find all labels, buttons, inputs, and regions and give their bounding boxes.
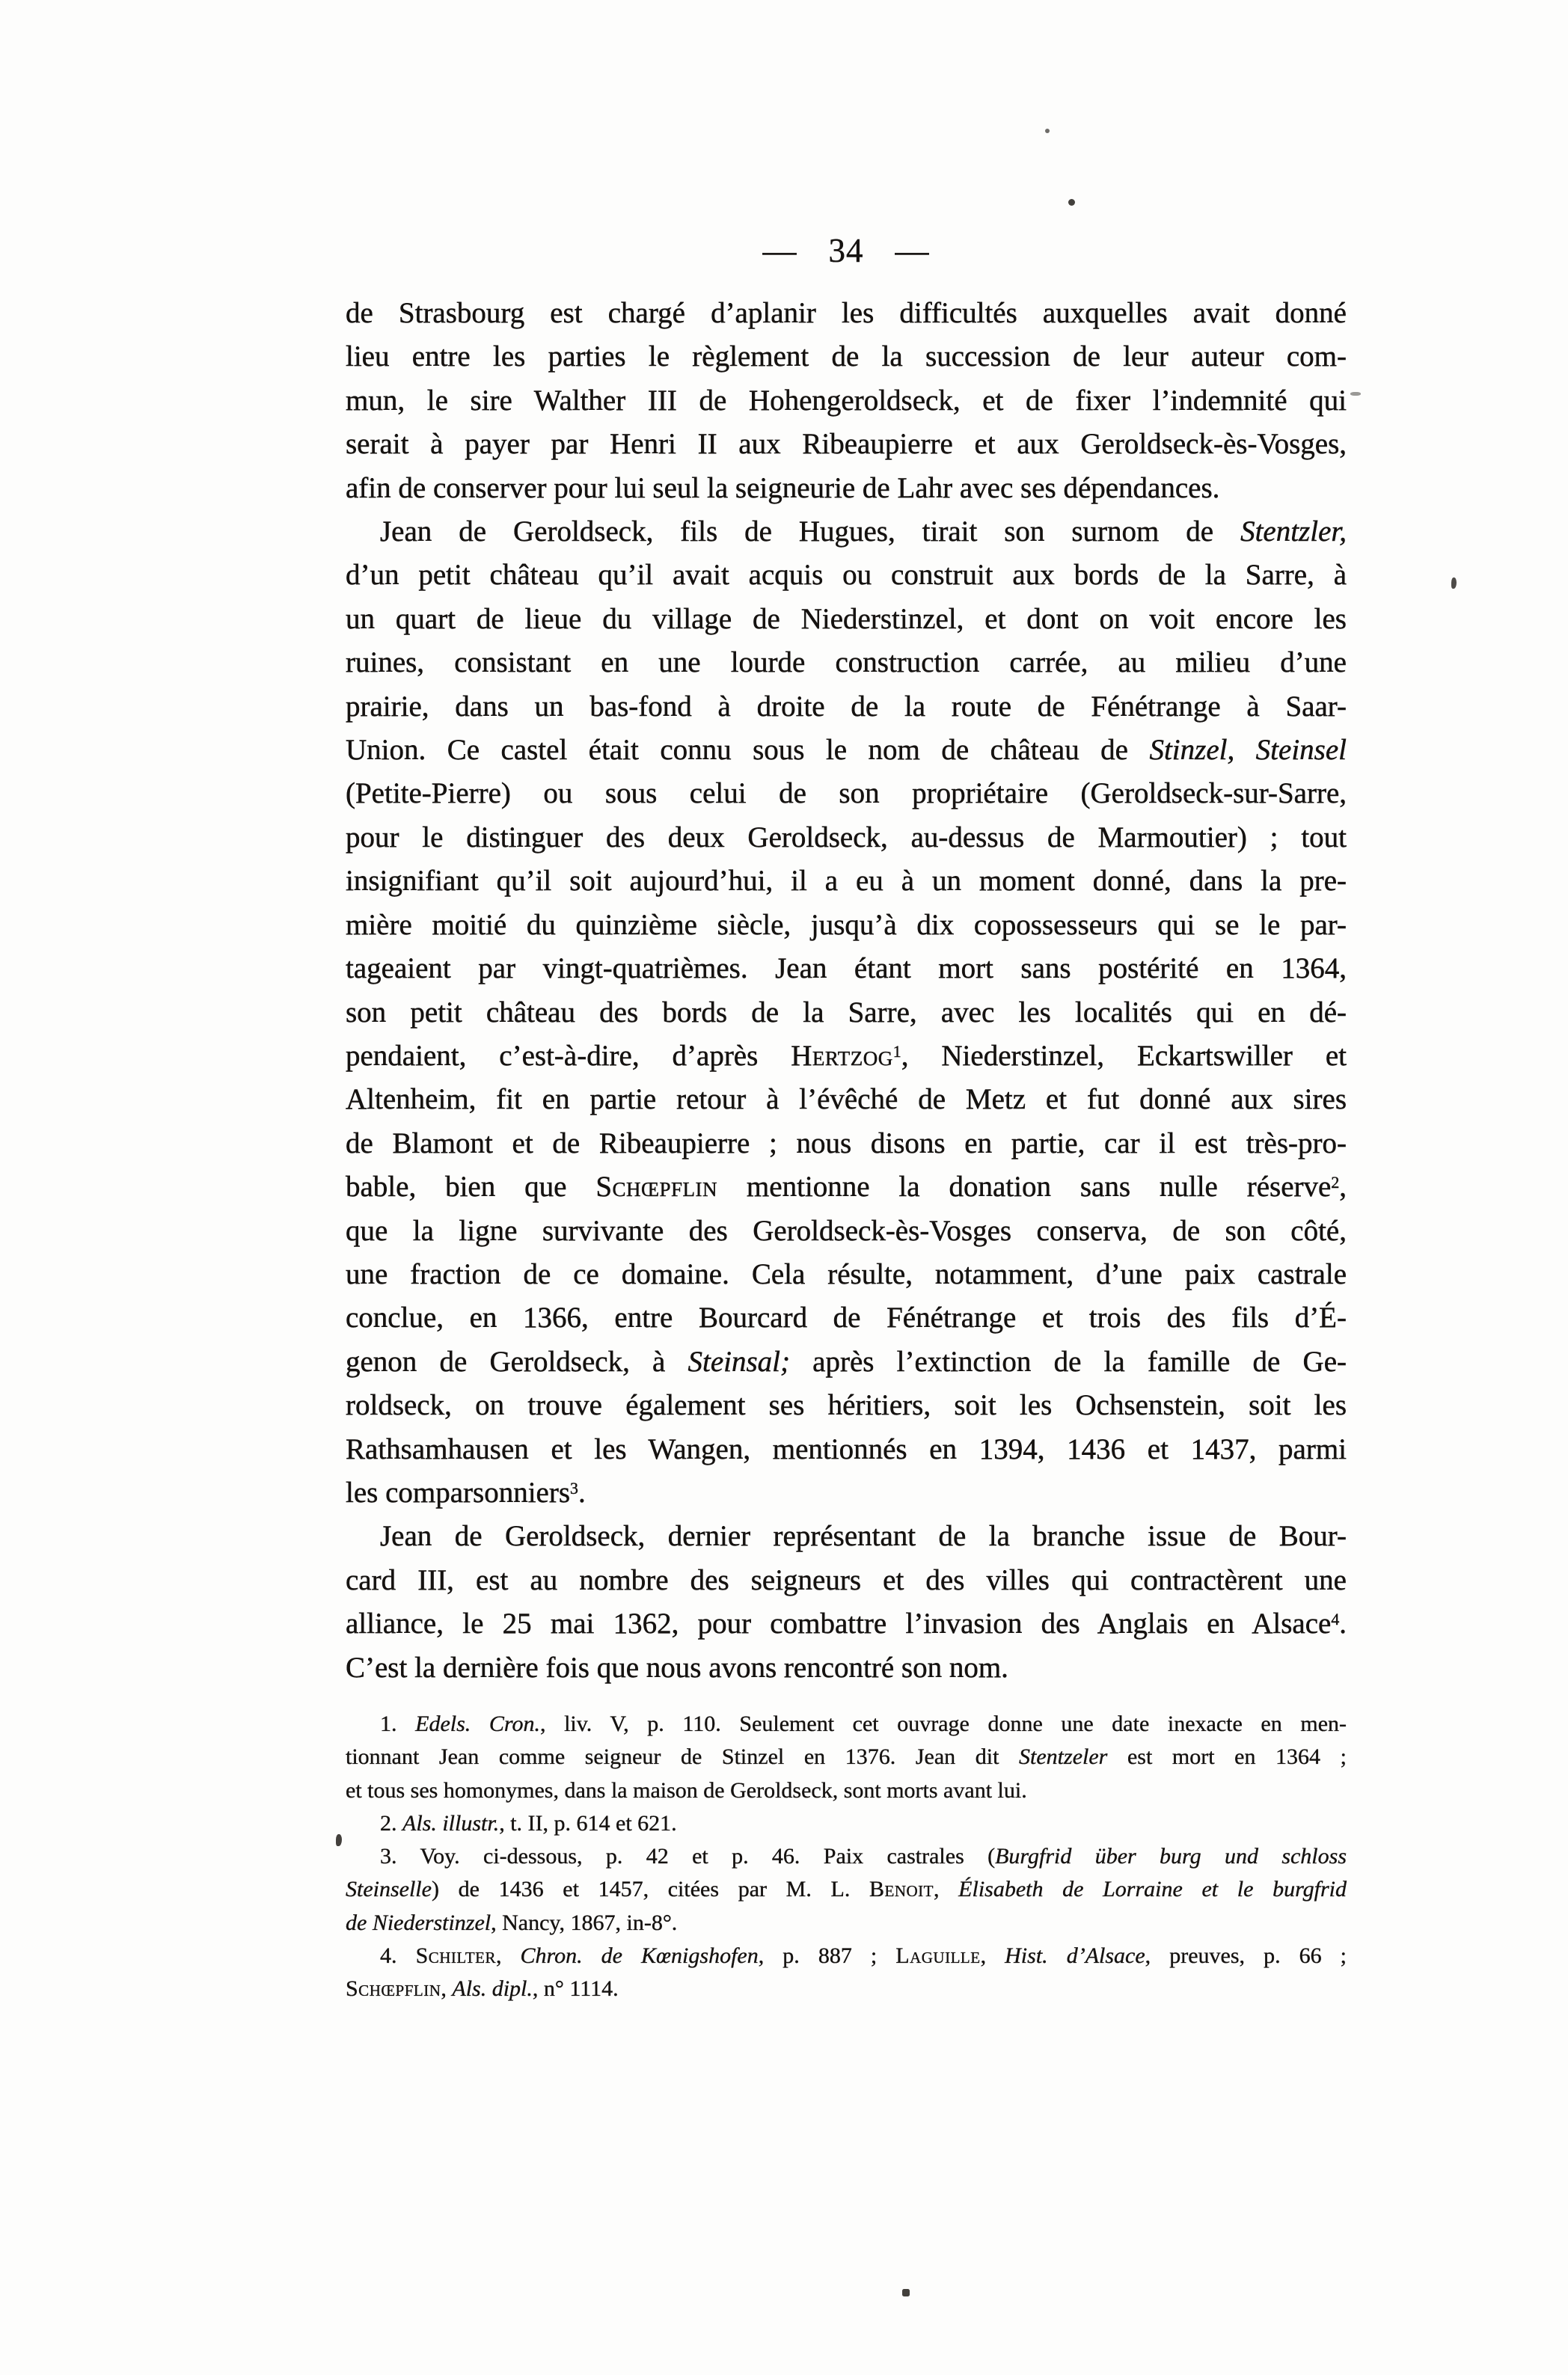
text-segment: pour le distinguer des deux Geroldseck, au-dessus de Marmoutier) ; tout [346,821,1347,854]
text-segment: bable, bien que [346,1171,596,1204]
text-segment: insignifiant qu’il soit aujourd’hui, il a eu à un moment donné, dans la pre- [346,865,1347,898]
text-line [346,467,1347,510]
text-segment: après l’extinction de la famille de Ge- [789,1345,1347,1378]
text-segment: tageaient par vingt-quatrièmes. Jean étant mort sans postérité en 1364, [346,952,1347,985]
text-segment: Rathsamhausen et les Wangen, mentionnés en 1394, 1436 et 1437, parmi [346,1432,1347,1465]
text-segment: Als. dipl. [452,1976,533,2002]
text-segment: Steinsal; [687,1345,790,1378]
text-segment: est mort en 1364 ; [1107,1744,1347,1770]
text-segment: Laguille [895,1943,981,1969]
text-line [346,1515,1347,1558]
text-line [346,772,1347,815]
text-segment: mun, le sire Walther III de Hohengeroldseck, et de fixer l’indemnité qui [346,384,1347,417]
scan-speck [336,1834,342,1846]
text-segment: Schœpflin [595,1171,718,1204]
text-line [346,1708,1347,1741]
text-line [346,1940,1347,1973]
text-segment: mentionne la donation sans nulle réserve [717,1171,1332,1204]
text-segment: prairie, dans un bas-fond à droite de la route de Fénétrange à Saar- [346,690,1347,723]
text-segment: une fraction de ce domaine. Cela résulte, notamment, d’une paix castrale [346,1257,1347,1290]
text-segment: que la ligne survivante des Geroldseck-ès-Vosges conserva, de son côté, [346,1214,1347,1247]
text-line [346,598,1347,641]
scan-speck [1045,129,1050,133]
page-number-left-dash: — [762,232,797,269]
text-line [346,729,1347,772]
text-line [346,1907,1347,1940]
text-segment: , [933,1877,959,1902]
text-line [346,1296,1347,1340]
text-segment: 4. [380,1943,416,1969]
text-segment: et tous ses homonymes, dans la maison de Geroldseck, sont morts avant lui. [346,1777,1027,1803]
text-line [346,1340,1347,1384]
text-line [346,510,1347,554]
text-segment: pendaient, c’est-à-dire, d’après [346,1039,791,1072]
text-segment: Hertzog [791,1039,893,1072]
text-segment: , preuves, p. 66 ; [1145,1943,1347,1969]
text-segment: Union. Ce castel était connu sous le nom de château de [346,734,1150,767]
page-number-value: 34 [828,232,864,269]
text-segment: alliance, le 25 mai 1362, pour combattre l’invasion des Anglais en Alsace [346,1608,1332,1640]
text-line [346,859,1347,903]
text-segment: 1. [380,1711,416,1736]
text-segment: conclue, en 1366, entre Bourcard de Fénétrange et trois des fils d’É- [346,1302,1347,1334]
text-line [346,1741,1347,1774]
scan-speck [902,2289,910,2296]
text-segment: Jean de Geroldseck, fils de Hugues, tirait son surnom de [380,515,1241,548]
text-segment: un quart de lieue du village de Niederstinzel, et dont on voit encore les [346,602,1347,635]
text-segment: 3. Voy. ci-dessous, p. 42 et p. 46. Paix castrales ( [380,1844,996,1869]
text-segment: d’un petit château qu’il avait acquis ou construit aux bords de la Sarre, à [346,559,1347,592]
text-segment: Stentzler, [1240,515,1347,548]
text-segment: son petit château des bords de la Sarre, avec les localités qui en dé- [346,996,1347,1029]
text-line [346,685,1347,729]
page-number-right-dash: — [895,232,930,269]
text-line [346,1384,1347,1427]
text-segment: C’est la dernière fois que nous avons rencontré son nom. [346,1651,1008,1684]
text-segment: Jean de Geroldseck, dernier représentant de la branche issue de Bour- [380,1520,1347,1553]
footnote-marker: 4 [1331,1610,1340,1628]
text-segment: serait à payer par Henri II aux Ribeaupierre et aux Geroldseck-ès-Vosges, [346,428,1347,461]
page-number [346,234,1347,268]
text-segment: , Nancy, 1867, in-8°. [491,1910,678,1935]
text-segment: Hist. d’Alsace [1005,1943,1145,1969]
scan-speck [1068,199,1075,206]
footnote-marker: 2 [1331,1173,1340,1192]
text-line [346,292,1347,335]
text-line [346,1559,1347,1602]
text-segment: Schilter [415,1943,496,1969]
text-segment: Chron. de Kœnigshofen [520,1943,759,1969]
text-line [346,1210,1347,1253]
footnotes-block [346,1708,1347,2006]
text-segment: , Niederstinzel, Eckartswiller et [901,1039,1347,1072]
text-line [346,1973,1347,2005]
text-line [346,904,1347,947]
text-line [346,991,1347,1035]
text-segment: . [1339,1608,1347,1640]
main-text-block [346,292,1347,1690]
text-segment: Benoit [869,1877,934,1902]
text-segment: Élisabeth de Lorraine et le burgfrid [958,1877,1347,1902]
text-segment: lieu entre les parties le règlement de la succession de leur auteur com- [346,340,1347,373]
scan-speck [1350,392,1361,396]
text-line [346,1646,1347,1690]
text-segment: de Strasbourg est chargé d’aplanir les difficultés auxquelles avait donné [346,297,1347,329]
text-segment: afin de conserver pour lui seul la seigneurie de Lahr avec ses dépendances. [346,471,1220,504]
text-segment: Altenheim, fit en partie retour à l’évêché de Metz et fut donné aux sires [346,1083,1347,1116]
text-segment: , [1339,1171,1347,1204]
text-line [346,1078,1347,1121]
text-segment: tionnant Jean comme seigneur de Stinzel en 1376. Jean dit [346,1744,1020,1770]
text-segment: (Petite-Pierre) ou sous celui de son propriétaire (Geroldseck-sur-Sarre, [346,777,1347,810]
text-line [346,947,1347,990]
text-line [346,554,1347,597]
text-line [346,1840,1347,1873]
text-segment: Edels. Cron. [415,1711,540,1736]
text-segment: , n° 1114. [532,1976,619,2002]
text-line [346,335,1347,379]
text-segment: les comparsonniers [346,1476,571,1509]
text-segment: de Blamont et de Ribeaupierre ; nous disons en partie, car il est très-pro- [346,1127,1347,1159]
text-line [346,1602,1347,1646]
text-segment: ruines, consistant en une lourde construction carrée, au milieu d’une [346,646,1347,679]
footnote-marker: 1 [892,1042,901,1061]
text-line [346,379,1347,423]
text-segment: de Niederstinzel [346,1910,491,1935]
text-segment: Als. illustr. [402,1810,500,1836]
text-line [346,1471,1347,1515]
text-segment: , [441,1976,453,2002]
text-line [346,816,1347,859]
text-line [346,1253,1347,1296]
text-segment: Stinzel, Steinsel [1149,734,1347,767]
text-segment: mière moitié du quinzième siècle, jusqu’à dix copossesseurs qui se le par- [346,908,1347,941]
text-line [346,1122,1347,1165]
scan-speck [1451,577,1457,589]
text-segment: card III, est au nombre des seigneurs et des villes qui contractèrent une [346,1563,1347,1596]
text-segment: roldseck, on trouve également ses héritiers, soit les Ochsenstein, soit les [346,1389,1347,1422]
text-segment: , [980,1943,1005,1969]
text-line [346,1774,1347,1807]
text-segment: Schœpflin [346,1976,441,2002]
text-line [346,1873,1347,1906]
text-line [346,1035,1347,1078]
text-segment: Stentzeler [1019,1744,1108,1770]
text-segment: Steinselle [346,1877,432,1902]
text-segment: Burgfrid über burg und schloss [995,1844,1347,1869]
text-line [346,1807,1347,1840]
footnote-marker: 3 [570,1479,578,1498]
text-segment: 2. [380,1810,402,1836]
text-line [346,423,1347,466]
text-segment: , liv. V, p. 110. Seulement cet ouvrage donne une date inexacte en men- [539,1711,1347,1736]
text-segment: , t. II, p. 614 et 621. [499,1810,677,1836]
text-line [346,1428,1347,1471]
text-line [346,1165,1347,1209]
text-segment: . [578,1476,586,1509]
text-segment: genon de Geroldseck, à [346,1345,688,1378]
text-segment: , p. 887 ; [758,1943,896,1969]
text-line [346,641,1347,684]
text-segment: ) de 1436 et 1457, citées par M. L. [431,1877,869,1902]
text-segment: , [495,1943,521,1969]
